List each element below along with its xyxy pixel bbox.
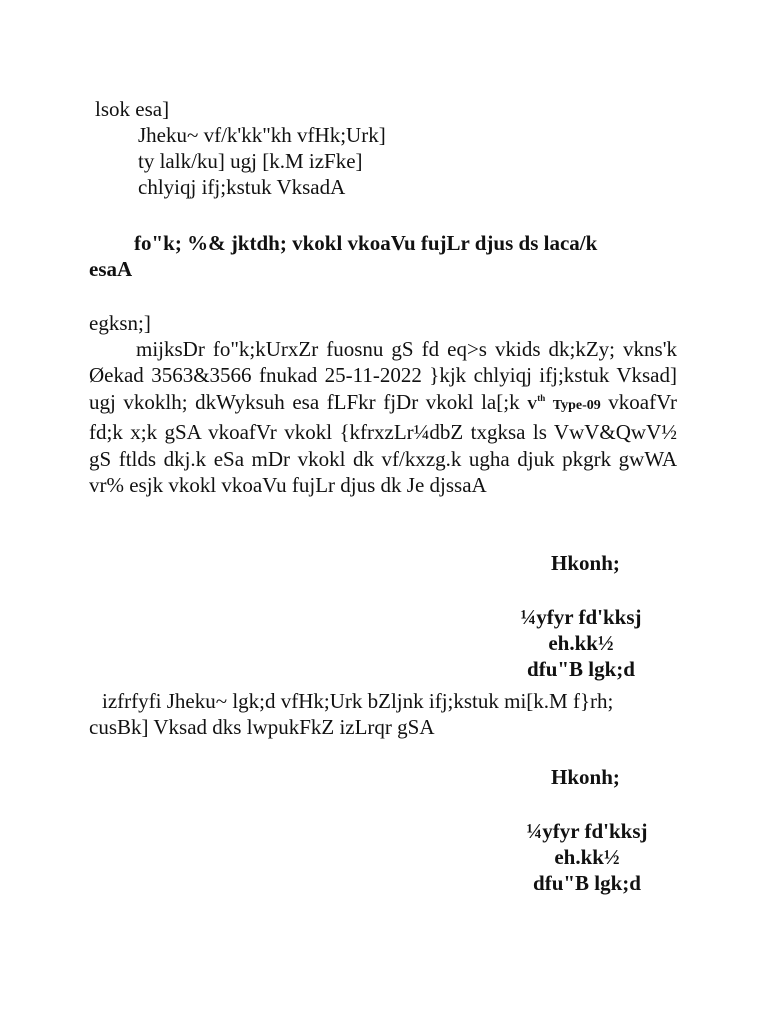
subject-line-1: fo"k; %& jktdh; vkokl vkoaVu fujLr djus ds laca/k: [134, 231, 598, 255]
type-label: Type-09: [552, 397, 601, 413]
signature-2-designation: dfu"B lgk;d: [533, 871, 641, 895]
address-line-1: Jheku~ vf/k'kk"kh vfHk;Urk]: [138, 123, 386, 147]
body-part-1: mijksDr fo"k;kUrxZr fuosnu gS fd eq>s vkids dk;kZy; vkns'k Øekad 3563&3566 fnukad 25-11-2022 }kjk chlyiqj ifj;kstuk Vksad] ugj vkoklh; dkWyksuh esa fLFkr fjDr vkokl la[;k: [89, 337, 677, 414]
v-superscript: th: [537, 392, 546, 403]
copy-note-line-1: izfrfyfi Jheku~ lgk;d vfHk;Urk bZljnk ifj;kstuk mi[k.M f}rh;: [102, 689, 614, 713]
body-paragraph: [89, 336, 677, 498]
signature-1-name-line-2: eh.kk½: [548, 631, 614, 655]
signature-1-closing: Hkonh;: [551, 551, 620, 575]
salutation: lsok esa]: [95, 97, 170, 121]
signature-2-closing: Hkonh;: [551, 765, 620, 789]
address-line-3: chlyiqj ifj;kstuk VksadA: [138, 175, 346, 199]
signature-2-name-line-1: ¼yfyr fd'kksj: [526, 819, 648, 843]
body-part-2: vkoafVr fd;k x;k gSA vkoafVr vkokl {kfrxzLr¼dbZ txgksa ls VwV&QwV½ gS ftlds dkj.k eSa mDr vkokl dk vf/kxzg.k ugha djuk pkgrk gwWA vr% esjk vkokl vkoaVu fujLr djus dk Je djssaA: [89, 389, 677, 498]
subject-line-2: esaA: [89, 257, 133, 281]
address-line-2: ty lalk/ku] ugj [k.M izFke]: [138, 149, 363, 173]
signature-2-name-line-2: eh.kk½: [554, 845, 620, 869]
signature-1-name-line-1: ¼yfyr fd'kksj: [520, 605, 642, 629]
copy-note-line-2: cusBk] Vksad dks lwpukFkZ izLrqr gSA: [89, 715, 435, 739]
signature-1-designation: dfu"B lgk;d: [527, 657, 635, 681]
greeting: egksn;]: [89, 311, 151, 335]
v-label: V: [527, 397, 538, 413]
